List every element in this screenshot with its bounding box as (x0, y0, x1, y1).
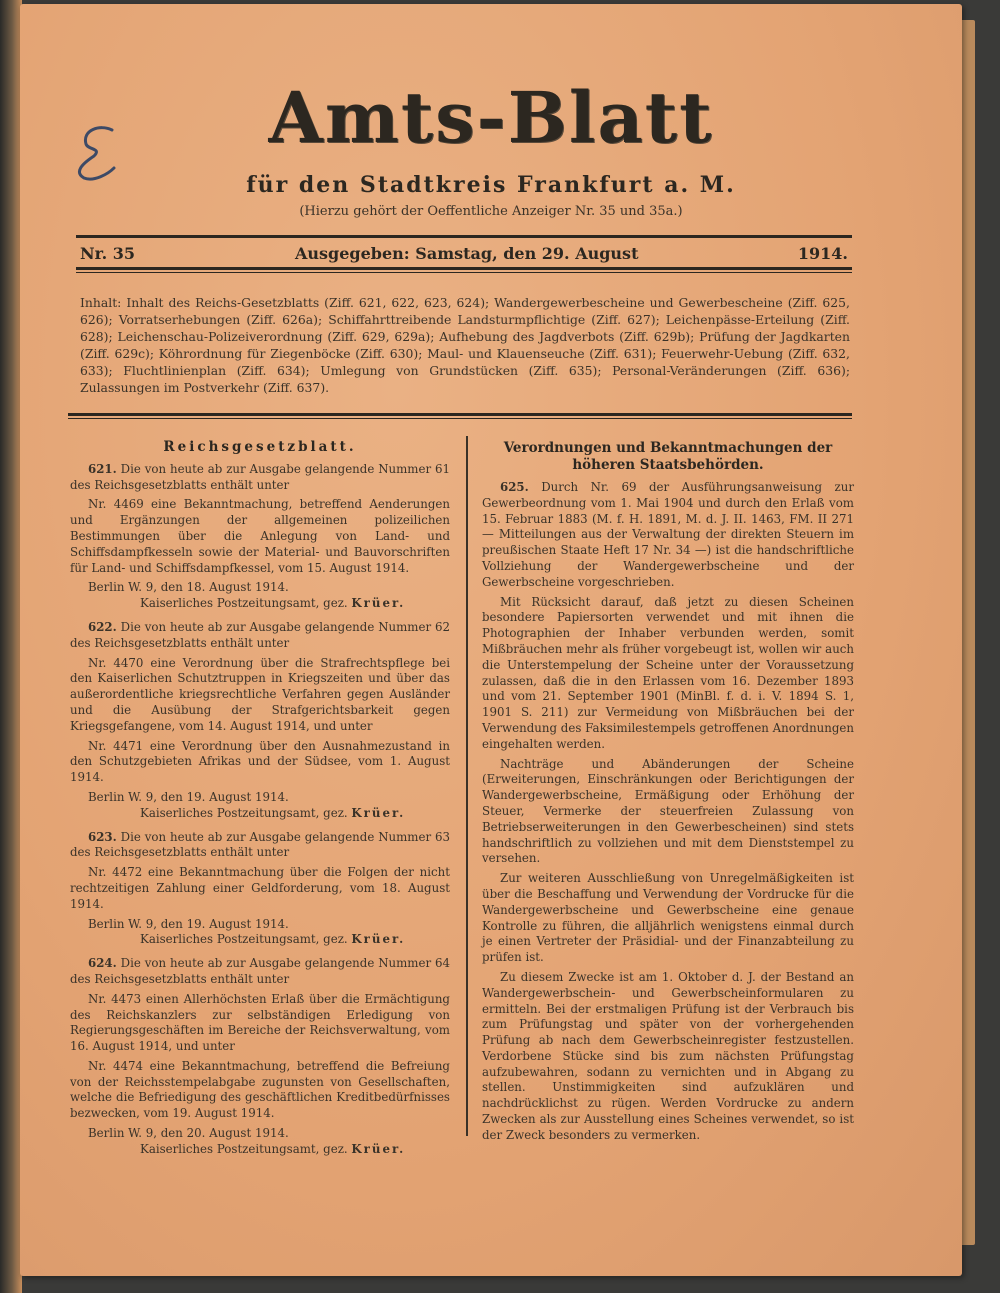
paragraph-622-item1: Nr. 4470 eine Verordnung über die Strafrechtspflege bei den Kaiserlichen Schutztruppen in Kriegszeiten und über das außerordentliche kriegsrechtliche Verfahren gegen Ausländer und die Ausübung der Strafgerichtsbarkeit gegen Kriegsgefangene, vom 14. August 1914, und unter (70, 655, 450, 733)
place-date-623: Berlin W. 9, den 19. August 1914. (88, 916, 289, 931)
place-date-624: Berlin W. 9, den 20. August 1914. (88, 1126, 289, 1141)
signature-623: Kaiserliches Postzeitungsamt, gez. Krüer. (140, 932, 406, 947)
newspaper-page (20, 4, 962, 1276)
paragraph-624-intro: 624. Die von heute ab zur Ausgabe gelangende Nummer 64 des Reichsgesetzblatts enthält unter (70, 956, 451, 986)
paragraph-625-p1: 625. Durch Nr. 69 der Ausführungsanweisung zur Gewerbeordnung vom 1. Mai 1904 und durch den Erlaß vom 15. Februar 1883 (M. f. H. 1891, M. d. J. II. 1463, FM. II 271 — Mitteilungen aus der Verwaltung der direkten Steuern im preußischen Staate Heft 17 Nr. 34 —) ist die handschriftliche Vollziehung der Wandergewerbscheine und der Gewerbscheine vorgeschrieben. (482, 480, 854, 589)
paragraph-621-intro: 621. Die von heute ab zur Ausgabe gelangende Nummer 61 des Reichsgesetzblatts enthält unter (70, 461, 451, 492)
paragraph-623-item: Nr. 4472 eine Bekanntmachung über die Folgen der nicht rechtzeitigen Zahlung einer Geldforderung, vom 18. August 1914. (70, 865, 450, 911)
page-title: Amts-Blatt (268, 76, 714, 159)
section-heading-reichsgesetzblatt: Reichsgesetzblatt. (163, 439, 357, 455)
section-heading-verordnungen: Verordnungen und Bekanntmachungen der höheren Staatsbehörden. (503, 440, 833, 473)
issue-year: 1914. (797, 244, 848, 263)
paragraph-625-p4: Zur weiteren Ausschließung von Unregelmäßigkeiten ist über die Beschaffung und Verwendung der Vordrucke für die Wandergewerbscheine und Gewerbscheine eine genaue Kontrolle zu führen, die alljährlich wenigstens einmal durch je einen Vertreter der Präsidial- und der Finanzabteilung zu prüfen ist. (482, 871, 854, 965)
paragraph-621-item: Nr. 4469 eine Bekanntmachung, betreffend Aenderungen und Ergänzungen der allgemeinen polizeilichen Bestimmungen über die Anlegung von Land- und Schiffsdampfkesseln sowie der Material- und Bauvorschriften für Land- und Schiffsdampfkessel, vom 15. August 1914. (70, 497, 450, 575)
signature-624: Kaiserliches Postzeitungsamt, gez. Krüer. (140, 1141, 406, 1156)
paragraph-624-item2: Nr. 4474 eine Bekanntmachung, betreffend die Befreiung von der Reichsstempelabgabe zugunsten von Gesellschaften, welche die Befriedigung des geschäftlichen Kreditbedürfnisses bezwecken, vom 19. August 1914. (70, 1058, 450, 1121)
paragraph-625-p2: Mit Rücksicht darauf, daß jetzt zu diesen Scheinen besondere Papiersorten verwendet und mit ihnen die Photographien der Inhaber verbunden werden, somit Mißbräuchen mehr als früher vorgebeugt ist, wollen wir auch die Unterstempelung der Scheine unter der Voraussetzung zulassen, daß die in den Erlassen vom 16. Dezember 1893 und vom 21. September 1901 (MinBl. f. d. i. V. 1894 S. 1, 1901 S. 211) zur Vermeidung von Mißbräuchen bei der Verwendung des Faksimilestempels getroffenen Anordnungen eingehalten werden. (482, 594, 854, 751)
masthead (20, 76, 962, 219)
table-of-contents: Inhalt: Inhalt des Reichs-Gesetzblatts (Ziff. 621, 622, 623, 624); Wandergewerbescheine und Gewerbescheine (Ziff. 625, 626); Vorratserhebungen (Ziff. 626a); Schiffahrttreibende Landsturmpflichtige (Ziff. 627); Leichenpässe-Erteilung (Ziff. 628); Leichenschau-Polizeiverordnung (Ziff. 629, 629a); Aufhebung des Jagdverbots (Ziff. 629b); Prüfung der Jagdkarten (Ziff. 629c); Köhrordnung für Ziegenböcke (Ziff. 630); Maul- und Klauenseuche (Ziff. 631); Feuerwehr-Uebung (Ziff. 632, 633); Fluchtlinienplan (Ziff. 634); Umlegung von Grundstücken (Ziff. 635); Personal-Veränderungen (Ziff. 636); Zulassungen im Postverkehr (Ziff. 637). (80, 295, 850, 395)
book-spine (0, 0, 22, 1293)
paragraph-624-item1: Nr. 4473 einen Allerhöchsten Erlaß über die Ermächtigung des Reichskanzlers zur selbständigen Erledigung von Regierungsgeschäften im Bereiche der Reichsverwaltung, vom 16. August 1914, und unter (70, 991, 450, 1054)
header-rule-bottom (76, 267, 852, 270)
header-rule-top (76, 235, 852, 238)
paragraph-625-p3: Nachträge und Abänderungen der Scheine (Erweiterungen, Einschränkungen oder Berichtigungen der Wandergewerbscheine, Ermäßigung oder Erhöhung der Steuer, Vermerke der steuerfreien Zulassung von Betriebserweiterungen in den Gewerbescheinen) sind stets handschriftlich zu vollziehen und mit dem Dienststempel zu versehen. (482, 756, 854, 866)
header-rule-bottom-thin (76, 272, 852, 273)
right-column (482, 436, 854, 1148)
place-date-622: Berlin W. 9, den 19. August 1914. (88, 789, 289, 804)
place-date-621: Berlin W. 9, den 18. August 1914. (88, 580, 289, 595)
paragraph-623-intro: 623. Die von heute ab zur Ausgabe gelangende Nummer 63 des Reichsgesetzblatts enthält unter (70, 829, 451, 860)
subtitle: für den Stadtkreis Frankfurt a. M. (246, 172, 736, 198)
issue-date: Ausgegeben: Samstag, den 29. August (295, 244, 639, 263)
paragraph-625-p5: Zu diesem Zwecke ist am 1. Oktober d. J. der Bestand an Wandergewerbschein- und Gewerbscheinformularen zu ermitteln. Bei der erstmaligen Prüfung ist der Verbrauch bis zum Prüfungstag und später von der vorhergehenden Prüfung ab nach dem Gewerbscheinregister festzustellen. Verdorbene Stücke sind bis zum nächsten Prüfungstag aufzubewahren, sodann zu vernichten und in Abgang zu stellen. Unstimmigkeiten sind aufzuklären und nachdrücklichst zu rügen. Werden Vordrucke zu andern Zwecken als zur Ausstellung eines Scheines verwendet, so ist der Zweck besonders zu vermerken. (482, 969, 854, 1142)
paragraph-622-intro: 622. Die von heute ab zur Ausgabe gelangende Nummer 62 des Reichsgesetzblatts enthält unter (70, 619, 451, 650)
signature-621: Kaiserliches Postzeitungsamt, gez. Krüer. (140, 596, 406, 611)
signature-622: Kaiserliches Postzeitungsamt, gez. Krüer. (140, 805, 406, 820)
issue-number: Nr. 35 (80, 244, 135, 263)
left-column (70, 436, 450, 1166)
contents-rule-thin (68, 418, 852, 419)
supplement-note: (Hierzu gehört der Oeffentliche Anzeiger Nr. 35 und 35a.) (299, 204, 683, 219)
contents-rule (68, 413, 852, 416)
paragraph-622-item2: Nr. 4471 eine Verordnung über den Ausnahmezustand in den Schutzgebieten Afrikas und der Südsee, vom 1. August 1914. (70, 738, 450, 785)
column-divider (466, 436, 468, 1136)
